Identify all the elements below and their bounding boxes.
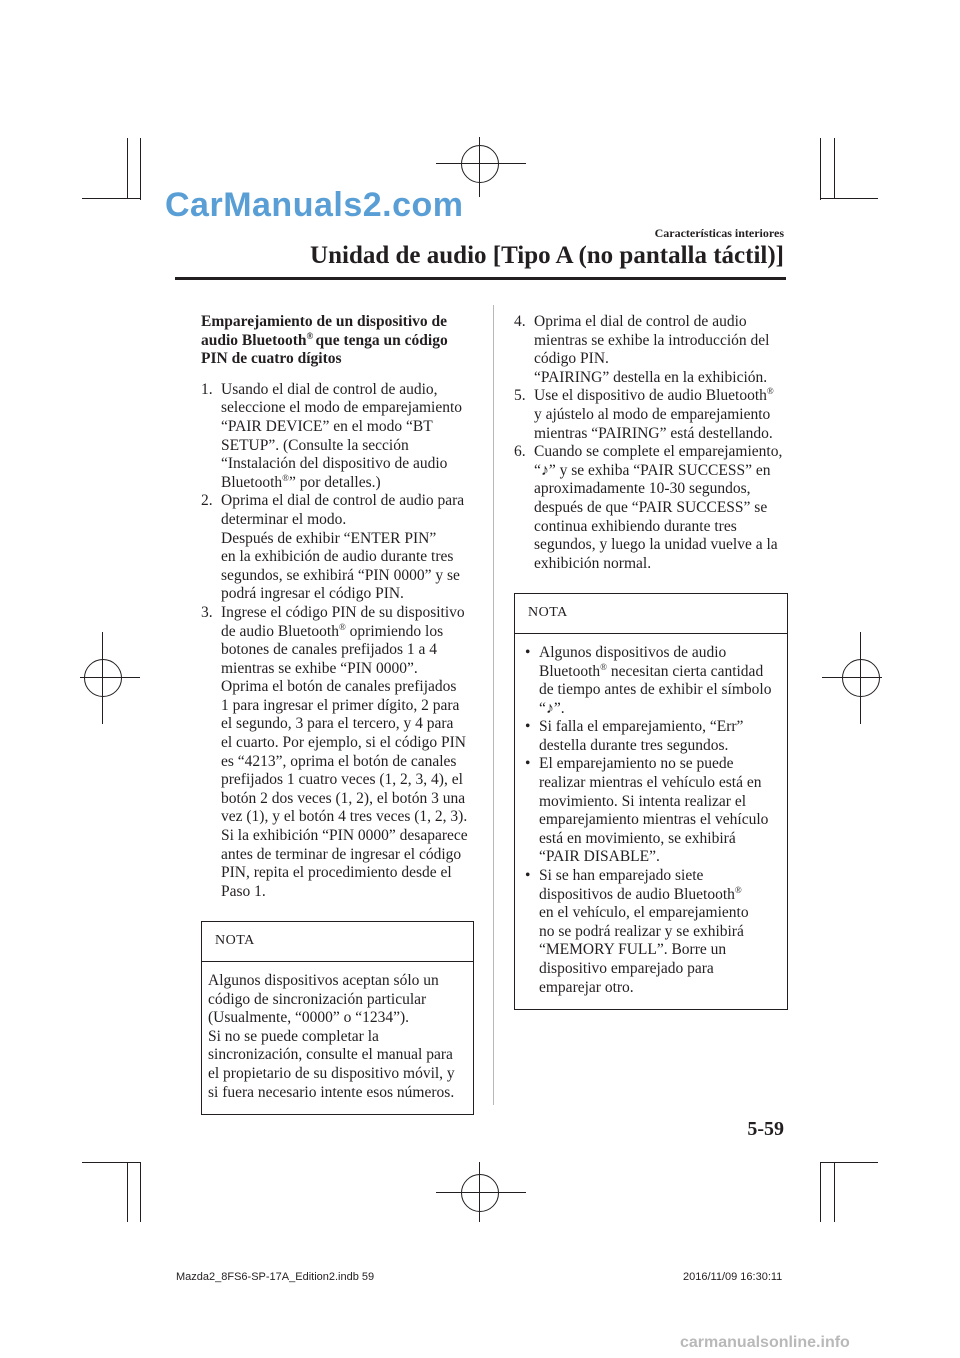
- step-6: 6. Cuando se complete el emparejamiento, “♪” y se exhiba “PAIR SUCCESS” en aproximadamente 10-30 segundos, después de que “PAIR SUCCESS” se continua exhibiendo durante tres segundos, y luego la unidad vuelve a la exhibición normal.: [514, 443, 783, 572]
- note-item: • El emparejamiento no se puede realizar mientras el vehículo está en movimiento. Si intenta realizar el emparejamiento mientras el vehículo está en movimiento, se exhibirá “PAIR DISABLE”.: [525, 755, 769, 866]
- page-title: Unidad de audio [Tipo A (no pantalla táctil)]: [310, 242, 784, 269]
- note-title: NOTA: [515, 594, 787, 634]
- section-heading: Emparejamiento de un dispositivo de audio Bluetooth® que tenga un código PIN de cuatro dígitos: [201, 313, 448, 368]
- step-3: 3. Ingrese el código PIN de su dispositivo de audio Bluetooth® oprimiendo los botones de canales prefijados 1 a 4 mientras se exhibe “PIN 0000”. Oprima el botón de canales prefijados 1 para ingresar el primer dígito, 2 para el segundo, 3 para el tercero, y 4 para el cuarto. Por ejemplo, si el código PIN es “4213”, oprima el botón de canales prefijados 1 cuatro veces (1, 2, 3, 4), el botón 2 dos veces (1, 2), el botón 3 una vez (1), y el botón 4 tres veces (1, 2, 3). Si la exhibición “PIN 0000” desaparece antes de terminar de ingresar el código PIN, repita el procedimiento desde el Paso 1.: [201, 603, 468, 900]
- note-body: Algunos dispositivos aceptan sólo un código de sincronización particular (Usualmente, “0000” o “1234”). Si no se puede completar la sincronización, consulte el manual para el propietario de su dispositivo móvil, y si fuera necesario intente esos números.: [208, 972, 455, 1101]
- registration-mark-left: [80, 632, 140, 724]
- column-divider: [493, 305, 494, 1105]
- right-column: [514, 313, 790, 1010]
- note-item: • Algunos dispositivos de audio Bluetooth® necesitan cierta cantidad de tiempo antes de exhibir el símbolo “♪”.: [525, 643, 772, 717]
- section-label: Características interiores: [654, 226, 784, 240]
- note-title: NOTA: [202, 922, 473, 962]
- registration-mark-bottom: [436, 1162, 526, 1222]
- bluetooth-note-icon: ♪: [545, 699, 554, 717]
- page-number: 5-59: [747, 1118, 784, 1140]
- note-body: [515, 634, 787, 1009]
- note-box-left: [201, 921, 474, 1115]
- steps-list-left: [201, 381, 477, 902]
- header-rule: [175, 277, 786, 280]
- note-box-right: [514, 593, 788, 1010]
- left-column: [201, 313, 477, 1115]
- footer-timestamp: 2016/11/09 16:30:11: [683, 1271, 783, 1283]
- step-1: 1. Usando el dial de control de audio, seleccione el modo de emparejamiento “PAIR DEVICE” en el modo “BT SETUP”. (Consulte la sección “Instalación del dispositivo de audio Bluetooth®” por detalles.): [201, 380, 463, 491]
- site-watermark: carmanualsonline.info: [680, 1334, 850, 1351]
- watermark-logo: CarManuals2.com: [165, 186, 464, 224]
- note-item: • Si falla el emparejamiento, “Err” destella durante tres segundos.: [525, 718, 744, 754]
- step-4: 4. Oprima el dial de control de audio mientras se exhibe la introducción del código PIN. “PAIRING” destella en la exhibición.: [514, 313, 770, 386]
- registration-mark-right: [822, 632, 882, 724]
- footer-file-info: Mazda2_8FS6-SP-17A_Edition2.indb 59: [176, 1271, 375, 1283]
- bluetooth-note-icon: ♪: [540, 461, 549, 479]
- steps-list-right: [514, 313, 790, 573]
- note-list: [519, 644, 779, 997]
- step-2: 2. Oprima el dial de control de audio para determinar el modo. Después de exhibir “ENTER PIN” en la exhibición de audio durante tres segundos, se exhibirá “PIN 0000” y se podrá ingresar el código PIN.: [201, 492, 465, 603]
- step-5: 5. Use el dispositivo de audio Bluetooth® y ajústelo al modo de emparejamiento mientras “PAIRING” está destellando.: [514, 386, 774, 442]
- note-item: • Si se han emparejado siete dispositivos de audio Bluetooth® en el vehículo, el emparejamiento no se podrá realizar y se exhibirá “MEMORY FULL”. Borre un dispositivo emparejado para emparejar otro.: [525, 867, 749, 996]
